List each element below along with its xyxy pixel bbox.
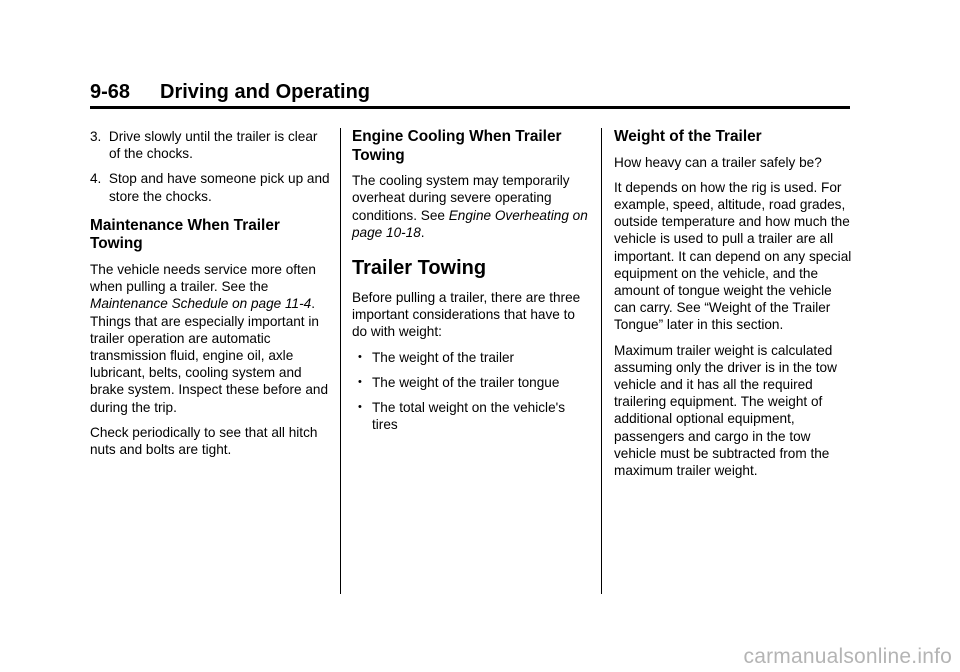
engine-overheating-reference: Engine Overheating on page 10-18 — [352, 207, 588, 240]
maintenance-heading: Maintenance When Trailer Towing — [90, 216, 280, 253]
step-item — [90, 170, 330, 204]
weight-considerations-list — [352, 349, 592, 434]
column-divider — [340, 128, 341, 594]
engine-cooling-text-end: . — [420, 224, 425, 240]
section-title: Driving and Operating — [160, 81, 371, 103]
page-number: 9-68 — [90, 81, 131, 103]
page-header — [90, 82, 850, 109]
step-text: Drive slowly until the trailer is clear of the chocks. — [108, 129, 318, 162]
trailer-weight-factors: It depends on how the rig is used. For example, speed, altitude, road grades, outside temperature and how much the vehicle is used to pull a trailer are all important. It can depend on any special equipment on the vehicle, and the amount of tongue weight the vehicle can carry. See “Weight of the Trailer Tongue” later in this section. — [614, 179, 852, 333]
maintenance-schedule-reference: Maintenance Schedule on page 11-4 — [90, 296, 312, 312]
trailer-towing-heading: Trailer Towing — [352, 257, 487, 279]
maintenance-text: The vehicle needs service more often when pulling a trailer. See the — [90, 262, 316, 295]
step-item — [90, 128, 330, 162]
maintenance-paragraph — [90, 261, 330, 416]
step-number: 4. — [90, 171, 102, 187]
list-item: • The weight of the trailer tongue — [352, 374, 592, 391]
trailer-towing-intro: Before pulling a trailer, there are three important considerations that have to do with weight: — [352, 290, 581, 340]
column-2 — [352, 128, 592, 441]
column-1 — [90, 128, 330, 466]
engine-cooling-paragraph — [352, 172, 592, 241]
step-number: 3. — [90, 129, 102, 144]
trailer-weight-heading: Weight of the Trailer — [614, 128, 762, 145]
trailer-weight-question: How heavy can a trailer safely be? — [614, 154, 822, 170]
step-text: Stop and have someone pick up and store the chocks. — [108, 171, 330, 204]
hitch-check-paragraph: Check periodically to see that all hitch nuts and bolts are tight. — [90, 424, 318, 458]
maximum-trailer-weight: Maximum trailer weight is calculated assuming only the driver is in the tow vehicle and it has all the required trailering equipment. The weight of additional optional equipment, passengers and cargo in the tow vehicle must be subtracted from the maximum trailer weight. — [614, 342, 837, 479]
watermark-text: carmanualsonline.info — [743, 645, 952, 668]
list-item: • The total weight on the vehicle's tires — [352, 399, 592, 433]
engine-cooling-heading: Engine Cooling When Trailer Towing — [352, 128, 562, 164]
column-3 — [614, 128, 854, 487]
list-item: • The weight of the trailer — [352, 349, 592, 366]
engine-cooling-text: The cooling system may temporarily overheat during severe operating conditions. See — [352, 173, 570, 223]
column-divider — [601, 128, 602, 594]
maintenance-text-cont: . Things that are especially important in trailer operation are automatic transmission fluid, engine oil, axle lubricant, belts, cooling system and brake system. Inspect these before and during the trip. — [90, 296, 329, 415]
